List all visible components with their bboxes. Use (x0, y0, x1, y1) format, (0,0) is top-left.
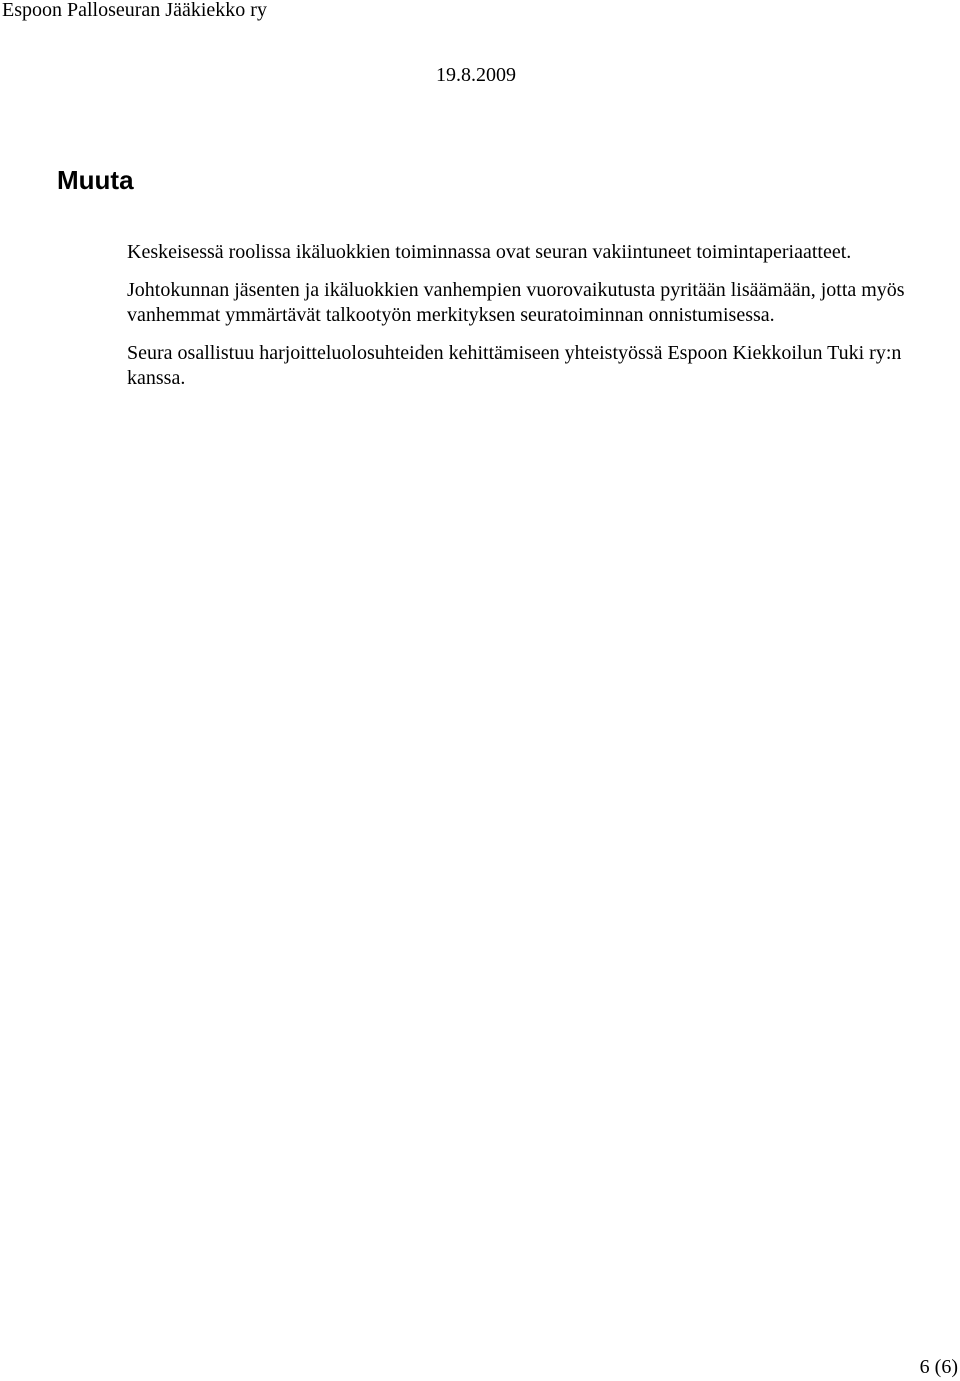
paragraph-principles: Keskeisessä roolissa ikäluokkien toiminnassa ovat seuran vakiintuneet toimintaperiaatteet. (127, 241, 852, 263)
body-text (127, 240, 942, 391)
document-date: 19.8.2009 (436, 64, 516, 86)
paragraph-interaction: Johtokunnan jäsenten ja ikäluokkien vanhempien vuorovaikutusta pyritään lisäämään, jotta myös vanhemmat ymmärtävät talkootyön merkityksen seuratoiminnan onnistumisessa. (127, 279, 905, 326)
section-title: Muuta (57, 165, 134, 195)
paragraph-cooperation: Seura osallistuu harjoitteluolosuhteiden kehittämiseen yhteistyössä Espoon Kiekkoilun Tuki ry:n kanssa. (127, 342, 902, 389)
page-number: 6 (6) (919, 1356, 958, 1378)
organization-name: Espoon Palloseuran Jääkiekko ry (2, 0, 267, 21)
